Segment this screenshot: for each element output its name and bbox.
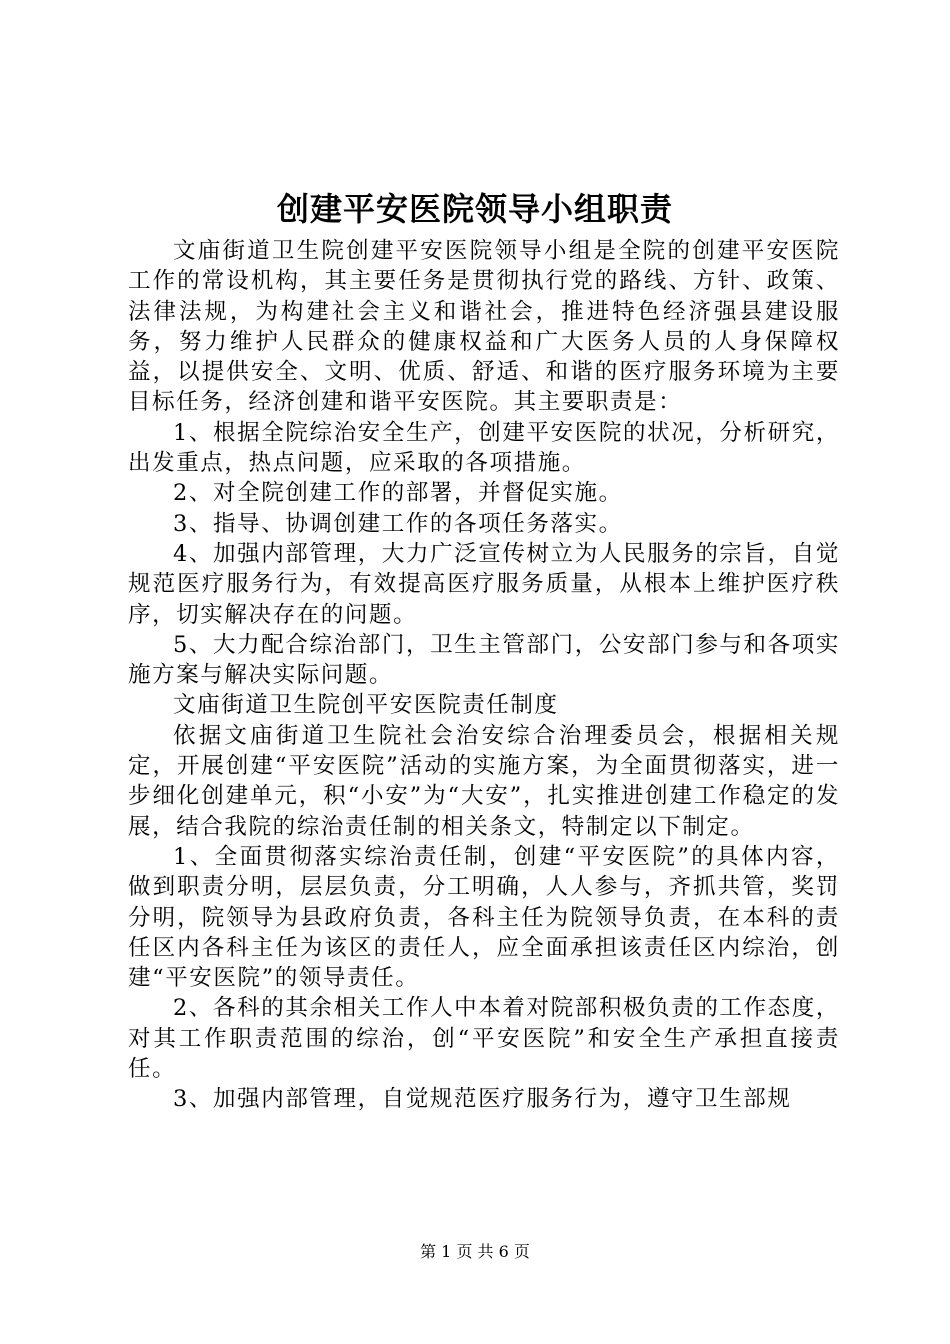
responsibility-item-3: 3、加强内部管理，自觉规范医疗服务行为，遵守卫生部规 xyxy=(173,1086,792,1113)
intro-paragraph: 文庙街道卫生院创建平安医院领导小组是全院的创建平安医院工作的常设机构，其主要任务是贯彻执行党的路线、方针、政策、法律法规，为构建社会主义和谐社会，推进特色经济强县建设服务，努力维护人民群众的健康权益和广大医务人员的人身保障权益，以提供安全、文明、优质、舒适、和谐的医疗服务环境为主要目标任务，经济创建和谐平安医院。其主要职责是： xyxy=(128,238,840,416)
section-intro-paragraph: 依据文庙街道卫生院社会治安综合治理委员会，根据相关规定，开展创建“平安医院”活动的实施方案，为全面贯彻落实，进一步细化创建单元，积“小安”为“大安”，扎实推进创建工作稳定的发展，结合我院的综治责任制的相关条文，特制定以下制定。 xyxy=(128,722,840,840)
responsibility-item-2: 2、各科的其余相关工作人中本着对院部积极负责的工作态度，对其工作职责范围的综治，创“平安医院”和安全生产承担直接责任。 xyxy=(128,995,840,1083)
duty-item-2: 2、对全院创建工作的部署，并督促实施。 xyxy=(173,480,623,507)
page-number-footer: 第 1 页 共 6 页 xyxy=(420,1242,530,1261)
duty-item-4: 4、加强内部管理，大力广泛宣传树立为人民服务的宗旨，自觉规范医疗服务行为，有效提高医疗服务质量，从根本上维护医疗秩序，切实解决存在的问题。 xyxy=(128,540,840,628)
section-heading: 文庙街道卫生院创平安医院责任制度 xyxy=(173,692,559,719)
duty-item-5: 5、大力配合综治部门，卫生主管部门，公安部门参与和各项实施方案与解决实际问题。 xyxy=(128,631,840,689)
document-title: 创建平安医院领导小组职责 xyxy=(276,190,673,228)
document-body xyxy=(128,236,840,1115)
responsibility-item-1: 1、全面贯彻落实综治责任制，创建“平安医院”的具体内容，做到职责分明，层层负责，分工明确，人人参与，齐抓共管，奖罚分明，院领导为县政府负责，各科主任为院领导负责，在本科的责任区内各科主任为该区的责任人，应全面承担该责任区内综治，创建“平安医院”的领导责任。 xyxy=(128,843,840,992)
duty-item-1: 1、根据全院综治安全生产，创建平安医院的状况，分析研究，出发重点，热点问题，应采取的各项措施。 xyxy=(128,419,840,477)
duty-item-3: 3、指导、协调创建工作的各项任务落实。 xyxy=(173,510,623,537)
